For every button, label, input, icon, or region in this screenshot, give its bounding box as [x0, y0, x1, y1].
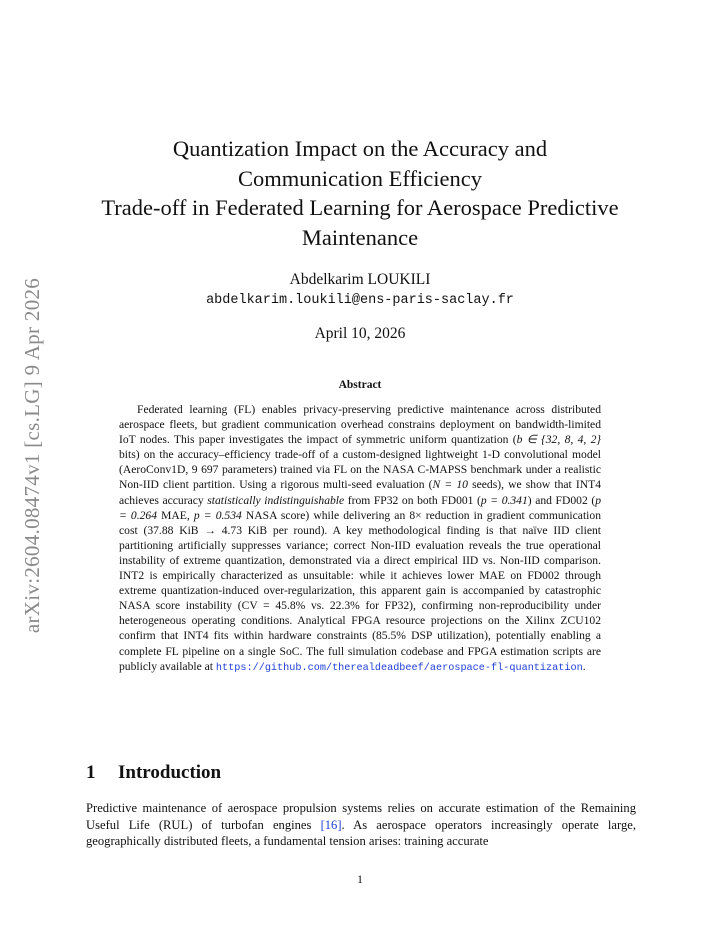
title-line: Maintenance	[301, 224, 419, 250]
paper-title	[70, 134, 650, 252]
github-repo-link[interactable]: https://github.com/therealdeadbeef/aerospace-fl-quantization	[215, 662, 583, 674]
abstract-text: bits) on the accuracy–efficiency trade-off of a custom-designed lightweight 1-D convolutional model (AeroConv1D, 9 697 parameters) trained via FL on the NASA C-MAPSS benchmark under a realistic Non-IID client partition. Using a rigorous multi-seed evaluation (	[119, 448, 601, 492]
intro-text: . As aerospace operators increasingly operate large, geographically distributed fleets, a fundamental tension arises: training accurate	[86, 817, 636, 848]
abstract-text: from FP32 on both FD001 (	[344, 493, 481, 507]
emphasis-text: statistically indistinguishable	[207, 493, 345, 507]
author-name: Abdelkarim LOUKILI	[289, 271, 431, 288]
abstract-text: NASA score) while delivering an 8× reduction in gradient communication cost (37.88 KiB → 4.73 KiB per round). A key methodological finding is that naïve IID client partitioning artificially suppresses variance; correct Non-IID evaluation reveals the true operational instability of extreme quantization, demonstrated via a direct empirical IID vs. Non-IID comparison. INT2 is empirically characterized as unsuitable: while it achieves lower MAE on FD002 through extreme quantization-induced over-regularization, this apparent gain is accompanied by catastrophic NASA score instability (CV = 45.8% vs. 22.3% for FP32), confirming non-reproducibility under heterogeneous operating conditions. Analytical FPGA resource projections on the Xilinx ZCU102 confirm that INT4 fits within hardware constraints (85.5% DSP utilization), potentially enabling a complete FL pipeline on a single SoC. The full simulation codebase and FPGA estimation scripts are publicly available at	[119, 508, 601, 673]
section-heading-introduction	[86, 762, 221, 784]
publication-date: April 10, 2026	[314, 325, 406, 342]
page-number: 1	[357, 872, 363, 886]
author-email: abdelkarim.loukili@ens-paris-saclay.fr	[206, 293, 514, 308]
abstract-text: MAE,	[157, 508, 194, 522]
math-inline: N = 10	[432, 478, 468, 492]
intro-text: Predictive maintenance of aerospace propulsion systems relies on accurate estimation of the Remaining Useful Life (RUL) of turbofan engines	[86, 801, 636, 832]
arxiv-identifier: arXiv:2604.08474v1 [cs.LG] 9 Apr 2026	[20, 277, 45, 633]
abstract-paragraph	[119, 402, 601, 676]
abstract-text: ) and FD002 (	[527, 493, 596, 507]
math-inline: p = 0.534	[193, 508, 242, 522]
title-line: Quantization Impact on the Accuracy and	[172, 136, 548, 161]
arxiv-side-stamp	[18, 265, 48, 645]
abstract-text: .	[582, 659, 586, 673]
section-title: Introduction	[118, 762, 222, 783]
math-inline: b ∈ {32, 8, 4, 2}	[516, 433, 602, 447]
citation-link[interactable]: [16]	[320, 817, 342, 832]
math-inline: p = 0.341	[480, 493, 528, 507]
title-line: Trade-off in Federated Learning for Aerospace Predictive	[101, 195, 619, 220]
abstract-text: Federated learning (FL) enables privacy-preserving predictive maintenance across distributed aerospace fleets, but gradient communication overhead constrains deployment on bandwidth-limited IoT nodes. This paper investigates the impact of symmetric uniform quantization (	[119, 403, 601, 447]
intro-paragraph	[86, 800, 636, 850]
section-number: 1	[86, 762, 96, 783]
abstract-heading: Abstract	[338, 379, 382, 391]
abstract-text: seeds), we show that INT4 achieves accuracy	[119, 478, 602, 507]
title-line: Communication Efficiency	[238, 165, 482, 191]
math-inline: p = 0.264	[119, 493, 601, 522]
abstract-body	[119, 402, 601, 676]
introduction-body	[86, 800, 636, 850]
